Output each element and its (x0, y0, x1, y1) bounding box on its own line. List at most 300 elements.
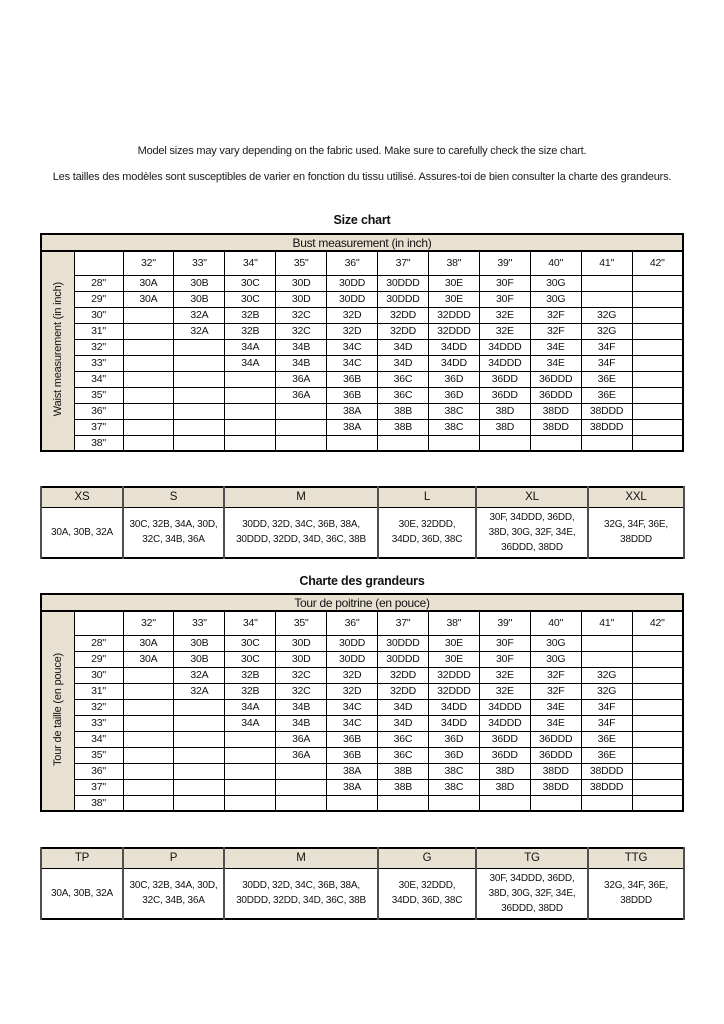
size-cell: 32C (276, 307, 327, 323)
size-cell: 36A (276, 371, 327, 387)
size-cell: 32E (479, 683, 530, 699)
size-cell: 32B (225, 307, 276, 323)
bust-col-header: 36" (327, 251, 378, 275)
size-cell: 36E (581, 371, 632, 387)
size-cell: 30DDD (378, 291, 429, 307)
size-cell: 32F (530, 307, 581, 323)
size-cell: 30E (428, 651, 479, 667)
side-label-cell (41, 251, 74, 451)
size-cell: 32A (174, 307, 225, 323)
size-cell: 36D (428, 731, 479, 747)
grid-row (41, 763, 683, 779)
size-cell: 34A (225, 699, 276, 715)
bust-col-header: 40" (530, 611, 581, 635)
size-cell: 34D (378, 355, 429, 371)
size-cell: 36C (378, 371, 429, 387)
bust-col-header: 35" (276, 611, 327, 635)
size-cell (123, 795, 174, 811)
size-cell: 32DDD (428, 307, 479, 323)
size-cell: 34F (581, 699, 632, 715)
size-cell: 30D (276, 275, 327, 291)
size-cell (225, 419, 276, 435)
size-cell: 30G (530, 275, 581, 291)
size-cell: 30F (479, 275, 530, 291)
size-cell (225, 795, 276, 811)
size-cell: 30C (225, 651, 276, 667)
group-header: TG (476, 848, 588, 868)
group-sizes-cell: 32G, 34F, 36E, 38DDD (588, 507, 684, 558)
size-cell: 30D (276, 635, 327, 651)
size-cell: 32DDD (428, 683, 479, 699)
size-cell: 38A (327, 419, 378, 435)
size-cell (632, 291, 683, 307)
size-cell (225, 731, 276, 747)
side-label: Tour de taille (en pouce) (51, 652, 64, 766)
size-cell (174, 715, 225, 731)
size-cell (479, 795, 530, 811)
bust-col-header: 38" (428, 251, 479, 275)
size-cell: 36B (327, 747, 378, 763)
size-cell: 34E (530, 339, 581, 355)
size-cell (276, 419, 327, 435)
size-cell (174, 339, 225, 355)
size-cell: 38DD (530, 779, 581, 795)
grid-row (41, 795, 683, 811)
size-cell: 30A (123, 275, 174, 291)
waist-row-label: 38" (74, 435, 123, 451)
size-cell: 32A (174, 667, 225, 683)
size-cell: 32DD (378, 307, 429, 323)
size-cell: 30D (276, 651, 327, 667)
size-cell (123, 419, 174, 435)
size-cell: 36A (276, 747, 327, 763)
size-cell: 30DDD (378, 651, 429, 667)
size-cell (378, 795, 429, 811)
size-group-table-en (40, 486, 685, 559)
size-cell (174, 355, 225, 371)
size-cell (632, 435, 683, 451)
side-label: Waist measurement (in inch) (51, 282, 64, 417)
group-header: XXL (588, 487, 684, 507)
grid-row (41, 635, 683, 651)
size-cell (530, 795, 581, 811)
size-cell: 38A (327, 779, 378, 795)
size-cell (123, 699, 174, 715)
size-cell: 34F (581, 339, 632, 355)
size-cell (225, 435, 276, 451)
size-cell: 36B (327, 731, 378, 747)
size-cell: 38DD (530, 419, 581, 435)
size-cell: 34B (276, 339, 327, 355)
grid-row (41, 715, 683, 731)
size-cell (174, 699, 225, 715)
size-cell: 36B (327, 371, 378, 387)
group-value-row (41, 868, 684, 919)
bust-col-header: 36" (327, 611, 378, 635)
size-cell: 34DDD (479, 355, 530, 371)
size-cell (123, 667, 174, 683)
size-cell (581, 635, 632, 651)
size-cell: 38C (428, 779, 479, 795)
size-chart-title-fr: Charte des grandeurs (299, 574, 425, 588)
group-sizes-cell: 30F, 34DDD, 36DD, 38D, 30G, 32F, 34E, 36DDD, 38DD (476, 507, 588, 558)
bust-col-header: 39" (479, 251, 530, 275)
size-cell: 30C (225, 635, 276, 651)
size-cell (174, 387, 225, 403)
size-cell: 36DD (479, 747, 530, 763)
grid-row (41, 275, 683, 291)
size-cell: 32D (327, 667, 378, 683)
size-cell: 30F (479, 635, 530, 651)
size-cell (123, 339, 174, 355)
size-cell: 36DD (479, 387, 530, 403)
size-cell (225, 387, 276, 403)
size-cell (276, 435, 327, 451)
size-cell: 38C (428, 419, 479, 435)
size-cell (123, 307, 174, 323)
size-cell (581, 291, 632, 307)
size-cell: 36A (276, 731, 327, 747)
group-sizes-cell: 30C, 32B, 34A, 30D, 32C, 34B, 36A (123, 868, 224, 919)
size-cell: 32G (581, 683, 632, 699)
size-cell: 38DD (530, 763, 581, 779)
size-cell: 30D (276, 291, 327, 307)
size-cell (632, 403, 683, 419)
size-cell (632, 779, 683, 795)
waist-row-label: 32" (74, 339, 123, 355)
group-sizes-cell: 30C, 32B, 34A, 30D, 32C, 34B, 36A (123, 507, 224, 558)
size-cell (327, 795, 378, 811)
size-cell: 34A (225, 715, 276, 731)
size-cell (123, 403, 174, 419)
waist-row-label: 33" (74, 355, 123, 371)
bust-col-header: 33" (174, 611, 225, 635)
size-cell: 34F (581, 355, 632, 371)
size-cell: 38DDD (581, 763, 632, 779)
size-cell: 36D (428, 387, 479, 403)
size-cell: 36C (378, 731, 429, 747)
waist-row-label: 35" (74, 747, 123, 763)
size-cell (581, 795, 632, 811)
size-cell (632, 323, 683, 339)
size-cell: 32E (479, 307, 530, 323)
size-cell: 34DDD (479, 715, 530, 731)
size-cell: 38A (327, 403, 378, 419)
size-cell (632, 651, 683, 667)
grid-row (41, 403, 683, 419)
grid-row (41, 667, 683, 683)
size-cell (479, 435, 530, 451)
waist-row-label: 29" (74, 291, 123, 307)
size-cell: 32G (581, 667, 632, 683)
size-cell: 34E (530, 699, 581, 715)
size-cell: 36C (378, 387, 429, 403)
size-cell: 30C (225, 291, 276, 307)
group-sizes-cell: 32G, 34F, 36E, 38DDD (588, 868, 684, 919)
size-cell: 32F (530, 323, 581, 339)
group-sizes-cell: 30A, 30B, 32A (41, 507, 123, 558)
size-cell: 32DDD (428, 323, 479, 339)
bust-col-header: 40" (530, 251, 581, 275)
size-cell: 38A (327, 763, 378, 779)
size-cell: 30G (530, 635, 581, 651)
group-header: P (123, 848, 224, 868)
size-cell: 36B (327, 387, 378, 403)
size-cell: 36DDD (530, 747, 581, 763)
size-cell: 38B (378, 403, 429, 419)
size-cell (174, 779, 225, 795)
size-cell: 32C (276, 683, 327, 699)
size-cell: 34C (327, 355, 378, 371)
bust-col-header: 41" (581, 251, 632, 275)
size-cell: 32C (276, 323, 327, 339)
waist-row-label: 34" (74, 731, 123, 747)
size-cell: 36DDD (530, 387, 581, 403)
grid-row (41, 307, 683, 323)
size-cell: 34DDD (479, 699, 530, 715)
size-cell: 30B (174, 635, 225, 651)
size-cell: 34C (327, 715, 378, 731)
group-sizes-cell: 30F, 34DDD, 36DD, 38D, 30G, 32F, 34E, 36DDD, 38DD (476, 868, 588, 919)
size-grid-fr (40, 593, 684, 812)
size-cell: 38D (479, 763, 530, 779)
size-cell: 32F (530, 667, 581, 683)
waist-row-label: 35" (74, 387, 123, 403)
size-cell: 34F (581, 715, 632, 731)
size-chart-title-en: Size chart (333, 213, 391, 227)
size-cell: 34DDD (479, 339, 530, 355)
size-cell: 32D (327, 683, 378, 699)
size-cell: 34E (530, 715, 581, 731)
group-value-row (41, 507, 684, 558)
group-header: L (378, 487, 476, 507)
bust-col-header: 37" (378, 611, 429, 635)
waist-row-label: 30" (74, 307, 123, 323)
size-cell: 34D (378, 715, 429, 731)
size-cell (123, 323, 174, 339)
bust-col-header (74, 611, 123, 635)
group-header: G (378, 848, 476, 868)
size-cell (276, 795, 327, 811)
bust-col-header: 39" (479, 611, 530, 635)
size-cell: 30G (530, 291, 581, 307)
size-cell: 36D (428, 371, 479, 387)
size-cell: 32A (174, 683, 225, 699)
size-cell: 32B (225, 323, 276, 339)
group-header: XL (476, 487, 588, 507)
size-cell: 36D (428, 747, 479, 763)
grid-row (41, 355, 683, 371)
size-cell: 38DDD (581, 779, 632, 795)
size-cell: 30F (479, 651, 530, 667)
group-header-row (41, 487, 684, 507)
size-cell (632, 747, 683, 763)
bust-col-header (74, 251, 123, 275)
size-cell: 30E (428, 635, 479, 651)
size-cell (225, 779, 276, 795)
size-cell (123, 779, 174, 795)
size-cell: 36DDD (530, 371, 581, 387)
waist-row-label: 37" (74, 419, 123, 435)
size-cell: 38DDD (581, 403, 632, 419)
waist-row-label: 28" (74, 635, 123, 651)
size-cell (632, 307, 683, 323)
intro-text-en: Model sizes may vary depending on the fabric used. Make sure to carefully check the size chart. (137, 145, 587, 157)
size-cell: 38D (479, 779, 530, 795)
size-cell (123, 763, 174, 779)
size-cell (530, 435, 581, 451)
size-cell (632, 339, 683, 355)
size-cell: 34DD (428, 699, 479, 715)
size-cell: 34B (276, 715, 327, 731)
size-cell (632, 683, 683, 699)
waist-row-label: 28" (74, 275, 123, 291)
size-cell: 36E (581, 387, 632, 403)
size-cell: 38B (378, 763, 429, 779)
size-cell (632, 355, 683, 371)
size-cell: 36A (276, 387, 327, 403)
group-header: M (224, 848, 378, 868)
waist-row-label: 37" (74, 779, 123, 795)
group-sizes-cell: 30E, 32DDD, 34DD, 36D, 38C (378, 868, 476, 919)
bust-col-header: 32" (123, 251, 174, 275)
size-cell: 38B (378, 419, 429, 435)
waist-row-label: 31" (74, 683, 123, 699)
bust-col-header: 35" (276, 251, 327, 275)
size-cell: 30A (123, 635, 174, 651)
grid-row (41, 747, 683, 763)
size-cell (428, 435, 479, 451)
waist-row-label: 29" (74, 651, 123, 667)
grid-row (41, 323, 683, 339)
waist-row-label: 38" (74, 795, 123, 811)
size-cell (632, 667, 683, 683)
size-cell: 30F (479, 291, 530, 307)
size-cell: 34C (327, 699, 378, 715)
grid-row (41, 371, 683, 387)
size-cell (632, 715, 683, 731)
size-cell (632, 763, 683, 779)
bust-band-label: Bust measurement (in inch) (41, 234, 683, 251)
size-cell (428, 795, 479, 811)
size-group-table-fr (40, 847, 685, 920)
size-cell: 34DD (428, 339, 479, 355)
size-cell (632, 731, 683, 747)
group-sizes-cell: 30DD, 32D, 34C, 36B, 38A, 30DDD, 32DD, 34D, 36C, 38B (224, 868, 378, 919)
size-cell: 30E (428, 275, 479, 291)
waist-row-label: 31" (74, 323, 123, 339)
grid-row (41, 339, 683, 355)
waist-row-label: 33" (74, 715, 123, 731)
grid-row (41, 683, 683, 699)
bust-col-header: 34" (225, 611, 276, 635)
size-cell (632, 275, 683, 291)
bust-col-header: 32" (123, 611, 174, 635)
size-cell: 38D (479, 419, 530, 435)
group-header: M (224, 487, 378, 507)
size-cell: 30B (174, 291, 225, 307)
size-cell: 36DDD (530, 731, 581, 747)
grid-row (41, 731, 683, 747)
size-cell: 32DD (378, 667, 429, 683)
size-cell (632, 699, 683, 715)
size-cell: 32G (581, 307, 632, 323)
size-cell: 32C (276, 667, 327, 683)
size-cell: 34B (276, 699, 327, 715)
size-cell (225, 747, 276, 763)
size-cell: 30DD (327, 651, 378, 667)
size-cell (123, 747, 174, 763)
size-cell (174, 763, 225, 779)
size-cell: 30B (174, 651, 225, 667)
size-cell (327, 435, 378, 451)
group-sizes-cell: 30E, 32DDD, 34DD, 36D, 38C (378, 507, 476, 558)
size-cell (581, 435, 632, 451)
size-cell (632, 371, 683, 387)
size-cell (123, 435, 174, 451)
grid-row (41, 435, 683, 451)
size-cell (632, 635, 683, 651)
group-header: XS (41, 487, 123, 507)
size-cell: 30A (123, 291, 174, 307)
size-cell (225, 371, 276, 387)
size-cell: 32B (225, 667, 276, 683)
intro-text-fr: Les tailles des modèles sont susceptibles de varier en fonction du tissu utilisé. Assures-toi de bien consulter la charte des grandeurs. (52, 171, 672, 183)
size-cell: 36E (581, 747, 632, 763)
size-cell: 36E (581, 731, 632, 747)
size-cell: 32E (479, 667, 530, 683)
grid-row (41, 651, 683, 667)
size-cell: 36DD (479, 731, 530, 747)
grid-row (41, 387, 683, 403)
bust-col-header: 33" (174, 251, 225, 275)
size-cell: 34B (276, 355, 327, 371)
size-cell: 34D (378, 339, 429, 355)
size-cell (174, 419, 225, 435)
bust-col-header: 38" (428, 611, 479, 635)
size-cell (174, 371, 225, 387)
size-cell (123, 683, 174, 699)
size-cell: 34C (327, 339, 378, 355)
size-cell (276, 779, 327, 795)
bust-col-header: 42" (632, 251, 683, 275)
size-grid-en (40, 233, 684, 452)
grid-row (41, 699, 683, 715)
group-sizes-cell: 30A, 30B, 32A (41, 868, 123, 919)
size-cell: 30DDD (378, 275, 429, 291)
size-cell: 36DD (479, 371, 530, 387)
size-cell: 30DD (327, 635, 378, 651)
size-cell: 34A (225, 339, 276, 355)
size-cell (174, 747, 225, 763)
size-cell: 30G (530, 651, 581, 667)
size-cell: 34D (378, 699, 429, 715)
bust-col-header: 41" (581, 611, 632, 635)
size-cell (276, 403, 327, 419)
waist-row-label: 34" (74, 371, 123, 387)
size-cell: 38C (428, 403, 479, 419)
size-cell (174, 403, 225, 419)
size-cell: 32G (581, 323, 632, 339)
size-cell: 38B (378, 779, 429, 795)
size-cell: 32A (174, 323, 225, 339)
size-cell: 34DD (428, 715, 479, 731)
size-cell: 32DD (378, 683, 429, 699)
size-cell (225, 763, 276, 779)
group-header-row (41, 848, 684, 868)
waist-row-label: 32" (74, 699, 123, 715)
size-cell (174, 435, 225, 451)
